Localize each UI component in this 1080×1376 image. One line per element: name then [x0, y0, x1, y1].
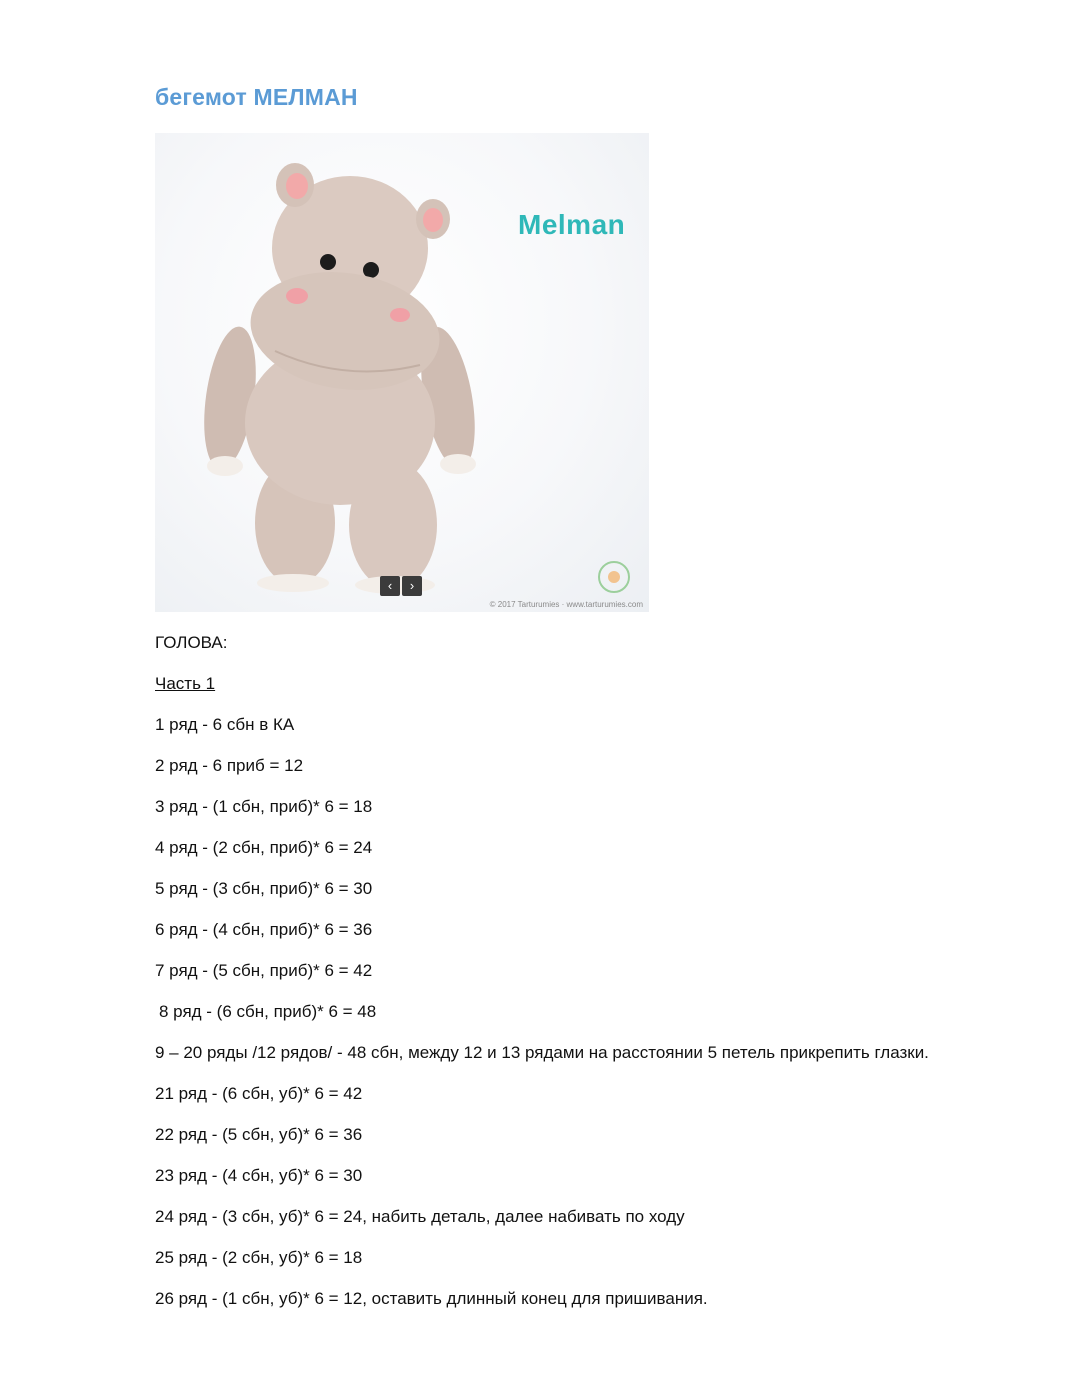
photo-copyright: © 2017 Tarturumies · www.tarturumies.com — [489, 600, 643, 609]
hippo-illustration — [155, 133, 649, 612]
hippo-left-nostril — [286, 288, 308, 304]
hippo-right-ear-inner — [423, 208, 443, 232]
section-heading: ГОЛОВА: — [155, 633, 228, 652]
pattern-row: 21 ряд - (6 сбн, уб)* 6 = 42 — [155, 1084, 363, 1103]
gallery-prev-button[interactable]: ‹ — [380, 576, 400, 596]
pattern-row: 4 ряд - (2 сбн, приб)* 6 = 24 — [155, 838, 373, 857]
pattern-row: 3 ряд - (1 сбн, приб)* 6 = 18 — [155, 797, 373, 816]
pattern-row: 5 ряд - (3 сбн, приб)* 6 = 30 — [155, 879, 373, 898]
hippo-left-hand — [207, 456, 243, 476]
pattern-row: 22 ряд - (5 сбн, уб)* 6 = 36 — [155, 1125, 363, 1144]
part-heading: Часть 1 — [155, 674, 216, 693]
pattern-row: 24 ряд - (3 сбн, уб)* 6 = 24, набить деталь, далее набивать по ходу — [155, 1207, 685, 1226]
hippo-photo — [155, 133, 649, 612]
pattern-row: 6 ряд - (4 сбн, приб)* 6 = 36 — [155, 920, 373, 939]
hippo-right-nostril — [390, 308, 410, 322]
pattern-content — [155, 632, 1035, 1329]
hippo-left-ear-inner — [286, 173, 308, 199]
pattern-row: 1 ряд - 6 сбн в КА — [155, 715, 295, 734]
hippo-left-eye — [320, 254, 336, 270]
pattern-row: 25 ряд - (2 сбн, уб)* 6 = 18 — [155, 1248, 363, 1267]
gallery-next-button[interactable]: › — [402, 576, 422, 596]
pattern-row: 2 ряд - 6 приб = 12 — [155, 756, 304, 775]
photo-label: Melman — [518, 209, 626, 240]
pattern-row: 7 ряд - (5 сбн, приб)* 6 = 42 — [155, 961, 373, 980]
pattern-row: 8 ряд - (6 сбн, приб)* 6 = 48 — [159, 1002, 377, 1021]
hippo-left-foot — [257, 574, 329, 592]
hippo-right-eye — [363, 262, 379, 278]
hippo-right-hand — [440, 454, 476, 474]
pattern-row: 26 ряд - (1 сбн, уб)* 6 = 12, оставить длинный конец для пришивания. — [155, 1289, 708, 1308]
document-title: бегемот МЕЛМАН — [155, 84, 358, 110]
pattern-row: 9 – 20 ряды /12 рядов/ - 48 сбн, между 12 и 13 рядами на расстоянии 5 петель прикрепить глазки. — [155, 1043, 929, 1062]
pattern-row: 23 ряд - (4 сбн, уб)* 6 = 30 — [155, 1166, 363, 1185]
